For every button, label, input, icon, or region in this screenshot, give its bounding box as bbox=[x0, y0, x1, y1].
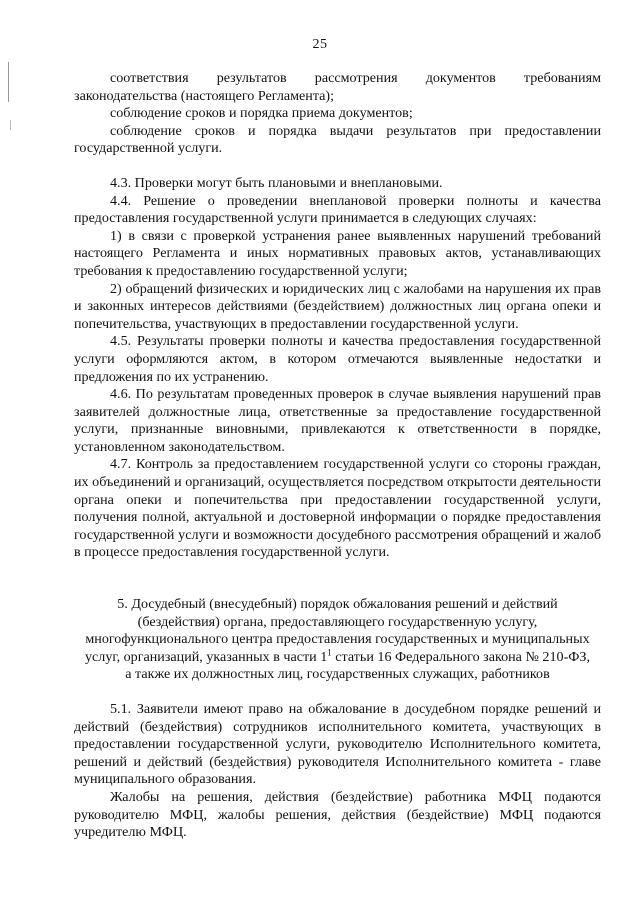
paragraph: 4.4. Решение о проведении внеплановой проверки полноты и качества предоставления государственной услуги принимается в следующих случаях: bbox=[74, 192, 601, 227]
paragraph: 1) в связи с проверкой устранения ранее выявленных нарушений требований настоящего Регламента и иных нормативных правовых актов, устанавливающих требования к предоставлению государственной услуги; bbox=[74, 227, 601, 279]
scan-artifact-mark bbox=[10, 120, 11, 130]
heading-line: 5. Досудебный (внесудебный) порядок обжалования решений и действий bbox=[117, 596, 558, 613]
paragraph: 2) обращений физических и юридических лиц с жалобами на нарушения их прав и законных интересов действиями (бездействием) должностных лиц органа опеки и попечительства, участвующих в предоставлении государственной услуги. bbox=[74, 280, 601, 332]
heading-line: (бездействия) органа, предоставляющего государственную услугу, bbox=[137, 613, 538, 630]
paragraph: 4.6. По результатам проведенных проверок в случае выявления нарушений прав заявителей должностные лица, ответственные за предоставление государственной услуги, признанные виновными, привлекаются к ответственности в порядке, установленном законодательством. bbox=[74, 386, 601, 455]
section-5-heading bbox=[74, 596, 601, 684]
page-number: 25 bbox=[312, 37, 328, 52]
heading-line bbox=[80, 649, 595, 667]
heading-line: многофункционального центра предоставления государственных и муниципальных bbox=[85, 631, 590, 648]
paragraph: соблюдение сроков и порядка выдачи результатов при предоставлении государственной услуги. bbox=[74, 122, 601, 157]
spacer bbox=[74, 684, 601, 701]
paragraph: 4.5. Результаты проверки полноты и качества предоставления государственной услуги оформляются актом, в котором отмечаются выявленные недостатки и предложения по их устранению. bbox=[74, 333, 601, 385]
document-body bbox=[74, 70, 601, 842]
scan-artifact-mark bbox=[8, 62, 9, 102]
paragraph: соблюдение сроков и порядка приема документов; bbox=[110, 105, 413, 122]
spacer bbox=[74, 158, 601, 175]
superscript: 1 bbox=[327, 647, 332, 658]
spacer bbox=[74, 562, 601, 596]
paragraph: 4.7. Контроль за предоставлением государственной услуги со стороны граждан, их объединений и организаций, осуществляется посредством открытости деятельности органа опеки и попечительства при предоставлении государственной услуги, получения полной, актуальной и достоверной информации о порядке предоставления государственной услуги и возможности досудебного рассмотрения обращений и жалоб в процессе предоставления государственной услуги. bbox=[74, 456, 601, 561]
heading-fragment: статьи 16 Федерального закона № 210-ФЗ, bbox=[331, 648, 590, 665]
heading-fragment: услуг, организаций, указанных в части 1 bbox=[85, 648, 328, 665]
paragraph: Жалобы на решения, действия (бездействие) работника МФЦ подаются руководителю МФЦ, жалобы решения, действия (бездействие) МФЦ подаются учредителю МФЦ. bbox=[74, 788, 601, 841]
paragraph: соответствия результатов рассмотрения документов требованиям законодательства (настоящего Регламента); bbox=[74, 70, 601, 104]
heading-line: а также их должностных лиц, государственных служащих, работников bbox=[125, 666, 550, 683]
paragraph: 4.3. Проверки могут быть плановыми и внеплановыми. bbox=[110, 174, 443, 191]
paragraph: 5.1. Заявители имеют право на обжалование в досудебном порядке решений и действий (бездействия) сотрудников исполнительного комитета, участвующих в предоставлении государственной услуги, руководителю Исполнительного комитета, решений и действий (бездействия) руководителя Исполнительного комитета - главе муниципального образования. bbox=[74, 701, 601, 788]
